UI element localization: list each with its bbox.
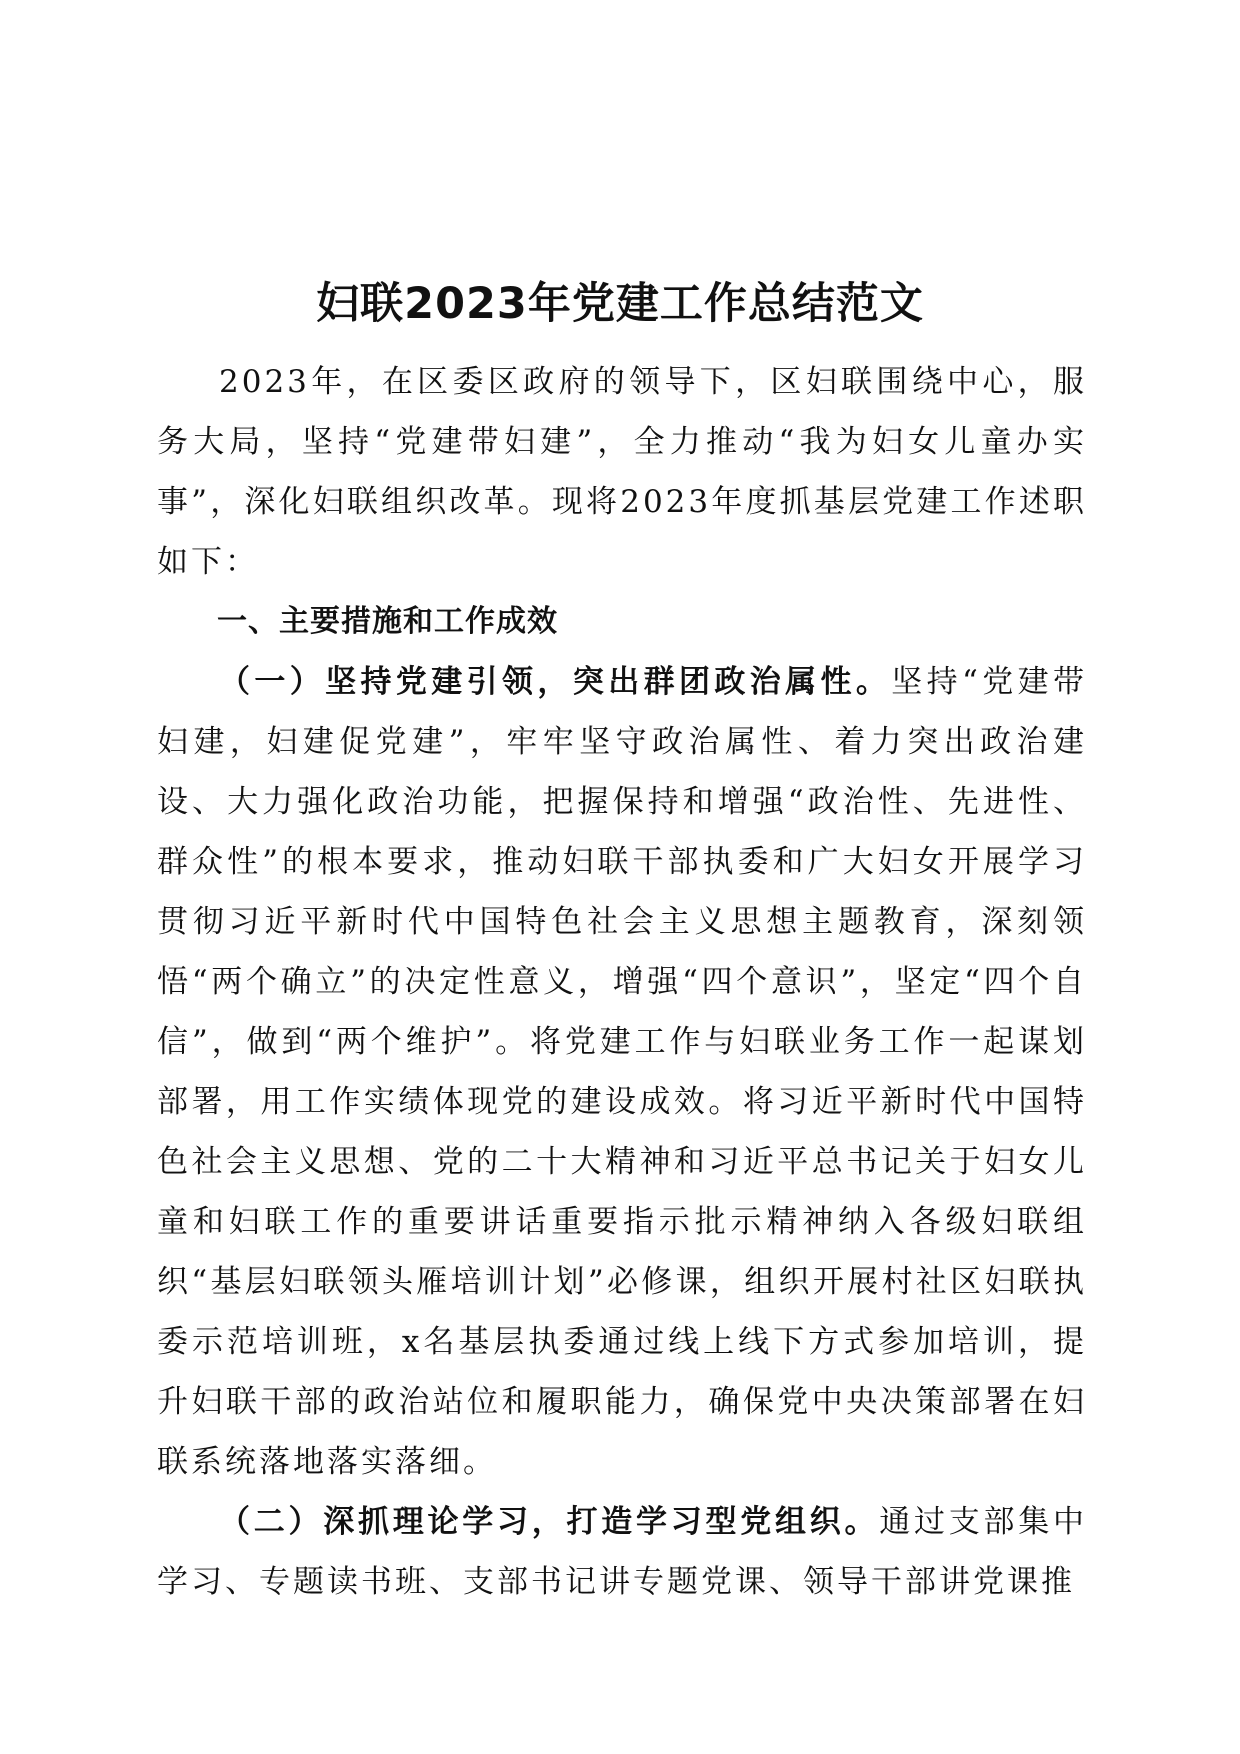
item2-lead: （二）深抓理论学习，打造学习型党组织。: [219, 1504, 880, 1540]
item1-text: 坚持“党建带妇建，妇建促党建”，牢牢坚守政治属性、着力突出政治建设、大力强化政治功能，把握保持和增强“政治性、先进性、群众性”的根本要求，推动妇联干部执委和广大妇女开展学习贯彻习近平新时代中国特色社会主义思想主题教育，深刻领悟“两个确立”的决定性意义，增强“四个意识”，坚定“四个自信”，做到“两个维护”。将党建工作与妇联业务工作一起谋划部署，用工作实绩体现党的建设成效。将习近平新时代中国特色社会主义思想、党的二十大精神和习近平总书记关于妇女儿童和妇联工作的重要讲话重要指示批示精神纳入各级妇联组织“基层妇联领头雁培训计划”必修课，组织开展村社区妇联执委示范培训班，x名基层执委通过线上线下方式参加培训，提升妇联干部的政治站位和履职能力，确保党中央决策部署在妇联系统落地落实落细。: [157, 664, 1087, 1480]
document-body: [157, 352, 1087, 1612]
item2-paragraph: [157, 1492, 1087, 1612]
section-heading: 一、主要措施和工作成效: [217, 604, 558, 639]
intro-paragraph: 2023年，在区委区政府的领导下，区妇联围绕中心，服务大局，坚持“党建带妇建”，全力推动“我为妇女儿童办实事”，深化妇联组织改革。现将2023年度抓基层党建工作述职如下：: [157, 364, 1087, 580]
document-title: 妇联2023年党建工作总结范文: [316, 279, 924, 329]
item1-paragraph: [157, 652, 1087, 1492]
item1-lead: （一）坚持党建引领，突出群团政治属性。: [219, 664, 892, 700]
item2-text: 通过支部集中学习、专题读书班、支部书记讲专题党课、领导干部讲党课推: [157, 1504, 1087, 1600]
